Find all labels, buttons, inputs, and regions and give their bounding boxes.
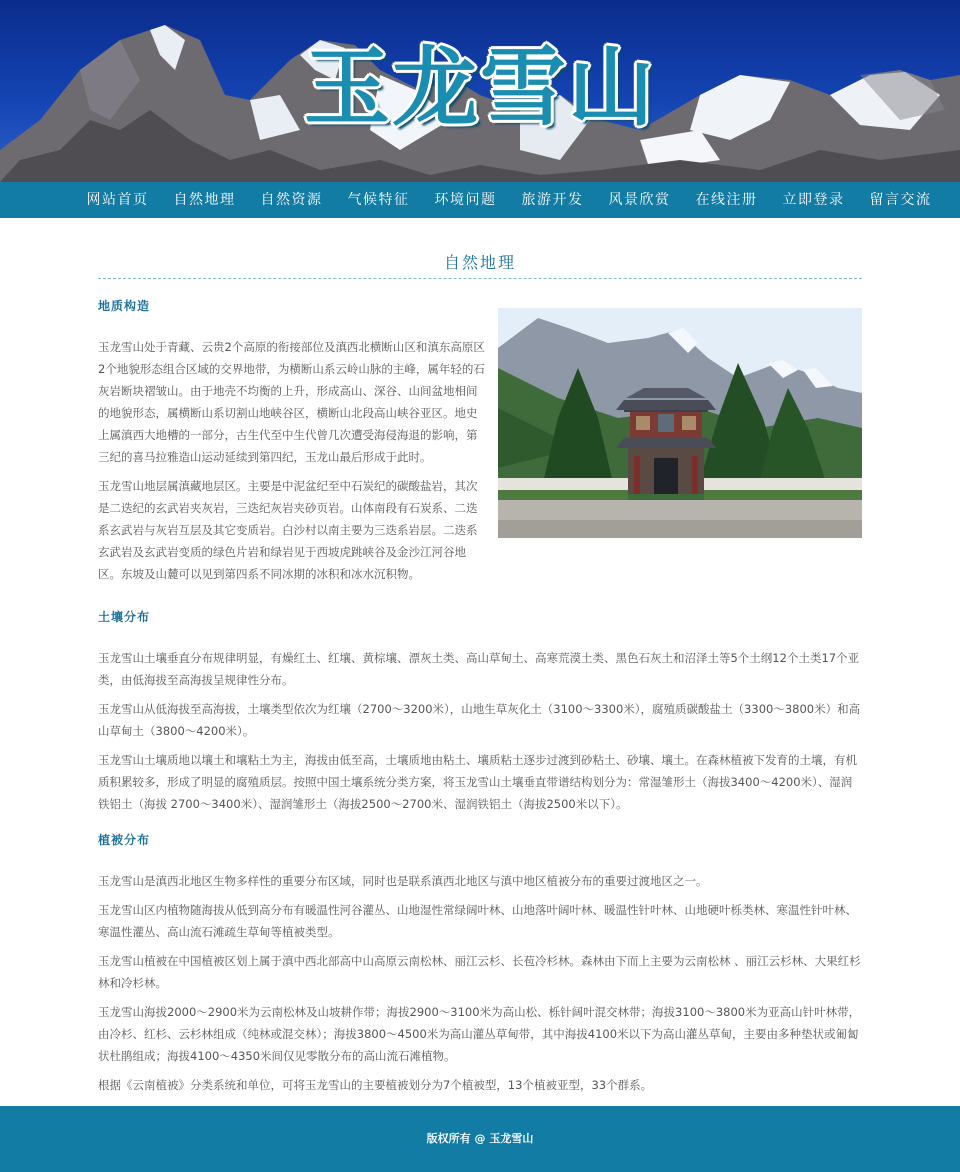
nav-item-natural-geography[interactable]: 自然地理 [173, 192, 236, 208]
copyright-text: 版权所有 @ 玉龙雪山 [426, 1132, 534, 1145]
temple-photo-image [498, 308, 862, 538]
vegetation-paragraph-4: 玉龙雪山海拔2000～2900米为云南松林及山坡耕作带；海拔2900～3100米为高山松、栎针阔叶混交林带；海拔3100～3800米为亚高山针叶林带，由冷杉、红杉、云杉林组成（纯林或混交林）；海拔3800～4500米为高山灌丛草甸带，其中海拔4100米以下为高山灌丛草甸，主要由多种垫状或匍匐状杜鹃组成；海拔4100～4350米间仅见零散分布的高山流石滩植物。 [98, 1005, 861, 1063]
page-title: 自然地理 [98, 250, 862, 279]
header-banner [0, 0, 960, 182]
geology-paragraph-1: 玉龙雪山处于青藏、云贵2个高原的衔接部位及滇西北横断山区和滇东高原区2个地貌形态组合区域的交界地带，为横断山系云岭山脉的主峰，属年轻的石灰岩断块褶皱山。由于地壳不均衡的上升，形成高山、深谷、山间盆地相间的地貌形态，属横断山系切割山地峡谷区，横断山北段高山峡谷亚区。地史上属滇西大地槽的一部分，古生代至中生代曾几次遭受海侵海退的影响，第三纪的喜马拉雅造山运动延续到第四纪，玉龙山最后形成于此时。 [98, 340, 485, 464]
geology-paragraph-2: 玉龙雪山地层属滇藏地层区。主要是中泥盆纪至中石炭纪的碳酸盐岩，其次是二迭纪的玄武岩夹灰岩，三迭纪灰岩夹砂页岩。山体南段有石炭系、二迭系玄武岩与灰岩互层及其它变质岩。白沙村以南主要为三迭系岩层。二迭系玄武岩及玄武岩变质的绿色片岩和绿岩见于西坡虎跳峡谷及金沙江河谷地区。东坡及山麓可以见到第四系不同冰期的冰积和冰水沉积物。 [98, 479, 478, 581]
temple-mountain-photo [498, 308, 862, 538]
nav-item-environment[interactable]: 环境问题 [434, 192, 497, 208]
section-title-soil: 土壤分布 [98, 610, 151, 624]
nav-item-guestbook[interactable]: 留言交流 [869, 192, 932, 208]
nav-item-natural-resources[interactable]: 自然资源 [260, 192, 323, 208]
footer [0, 1106, 960, 1172]
nav-item-tourism[interactable]: 旅游开发 [521, 192, 584, 208]
nav-item-climate[interactable]: 气候特征 [347, 192, 410, 208]
site-title: 玉龙雪山 [304, 38, 656, 138]
soil-paragraph-3: 玉龙雪山土壤质地以壤土和壤粘土为主，海拔由低至高，土壤质地由粘土、壤质粘土逐步过渡到砂粘土、砂壤、壤土。在森林植被下发育的土壤，有机质积累较多，形成了明显的腐殖质层。按照中国土壤系统分类方案，将玉龙雪山土壤垂直带谱结构划分为：常湿雏形土（海拔3400～4200米）、湿润铁铝土（海拔 2700～3400米）、湿润雏形土（海拔2500～2700米、湿润铁铝土（海拔2500米以下）。 [98, 753, 857, 811]
vegetation-paragraph-5: 根据《云南植被》分类系统和单位，可将玉龙雪山的主要植被划分为7个植被型，13个植被亚型，33个群系。 [98, 1078, 653, 1092]
main-content [98, 218, 862, 1107]
vegetation-paragraph-3: 玉龙雪山植被在中国植被区划上属于滇中西北部高中山高原云南松林、丽江云杉、长苞冷杉林。森林由下而上主要为云南松林 、丽江云杉林、大果红杉林和冷杉林。 [98, 954, 861, 990]
main-navigation [0, 182, 960, 218]
nav-item-register[interactable]: 在线注册 [695, 192, 758, 208]
section-title-geology: 地质构造 [98, 299, 151, 313]
nav-item-home[interactable]: 网站首页 [86, 192, 149, 208]
vegetation-paragraph-1: 玉龙雪山是滇西北地区生物多样性的重要分布区域，同时也是联系滇西北地区与滇中地区植被分布的重要过渡地区之一。 [98, 874, 708, 888]
nav-item-scenery[interactable]: 风景欣赏 [608, 192, 671, 208]
section-title-vegetation: 植被分布 [98, 833, 151, 847]
soil-paragraph-1: 玉龙雪山土壤垂直分布规律明显，有燥红土、红壤、黄棕壤、漂灰土类、高山草甸土、高寒荒漠土类、黑色石灰土和沼泽土等5个土纲12个土类17个亚类，由低海拔至高海拔呈规律性分布。 [98, 651, 860, 687]
vegetation-paragraph-2: 玉龙雪山区内植物随海拔从低到高分布有暖温性河谷灌丛、山地湿性常绿阔叶林、山地落叶阔叶林、暖温性针叶林、山地硬叶栎类林、寒温性针叶林、寒温性灌丛、高山流石滩疏生草甸等植被类型。 [98, 903, 857, 939]
nav-item-login[interactable]: 立即登录 [782, 192, 845, 208]
soil-paragraph-2: 玉龙雪山从低海拔至高海拔，土壤类型依次为红壤（2700～3200米），山地生草灰化土（3100～3300米），腐殖质碳酸盐土（3300～3800米）和高山草甸土（3800～4200米）。 [98, 702, 861, 738]
